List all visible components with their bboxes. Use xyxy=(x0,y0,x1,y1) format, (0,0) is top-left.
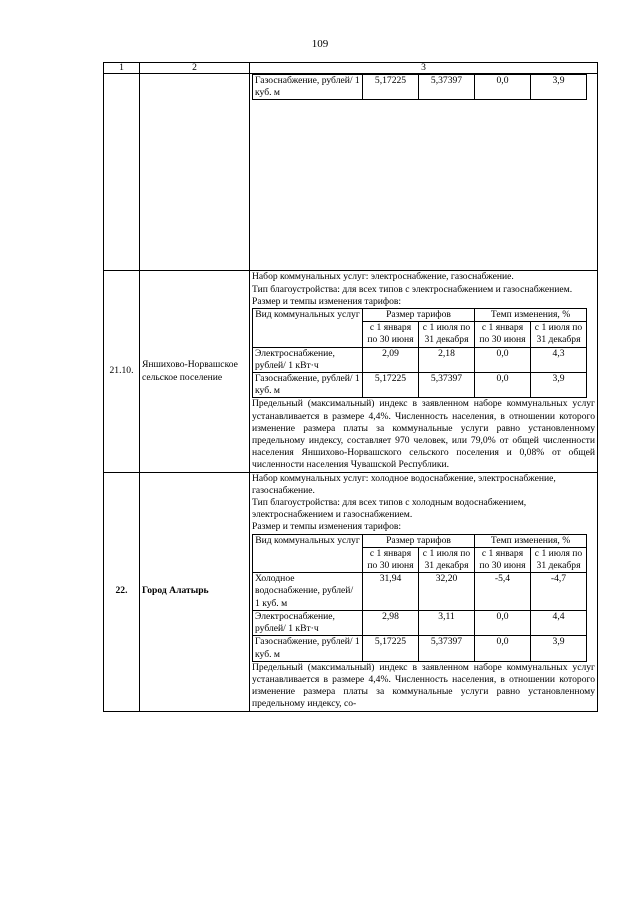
gas-value: 5,37397 xyxy=(419,75,475,100)
table-row-22 xyxy=(104,472,598,711)
electricity-value: 0,0 xyxy=(475,610,531,635)
period-header: с 1 июля по 31 декабря xyxy=(419,547,475,572)
rate-change-header: Темп изменения, % xyxy=(475,309,587,322)
cold-water-label: Холодное водоснабжение, рублей/ 1 куб. м xyxy=(253,573,363,611)
gas-value: 3,9 xyxy=(531,636,587,661)
service-kind-header: Вид коммунальных услуг xyxy=(253,309,363,348)
electricity-label: Электроснабжение, рублей/ 1 кВт·ч xyxy=(253,610,363,635)
period-header: с 1 января по 30 июня xyxy=(363,547,419,572)
services-set-line: Набор коммунальных услуг: электроснабжение, газоснабжение. xyxy=(252,271,514,283)
improvement-type-line: Тип благоустройства: для всех типов с холодным водоснабжением, электроснабжением и газоснабжением. xyxy=(252,497,527,521)
tariff-table xyxy=(103,62,598,712)
column-number-3: 3 xyxy=(250,63,598,74)
improvement-type-line: Тип благоустройства: для всех типов с электроснабжением и газоснабжением. xyxy=(252,283,573,295)
cold-water-value: 31,94 xyxy=(363,573,419,611)
period-header: с 1 июля по 31 декабря xyxy=(531,322,587,347)
electricity-value: 2,98 xyxy=(363,610,419,635)
tariff-subtable xyxy=(252,308,587,398)
electricity-value: 2,09 xyxy=(363,347,419,372)
electricity-value: 3,11 xyxy=(419,610,475,635)
tariff-size-header: Размер тарифов xyxy=(363,309,475,322)
gas-label: Газоснабжение, рублей/ 1 куб. м xyxy=(253,75,363,100)
settlement-name: Яншихово-Норвашское сельское поселение xyxy=(140,271,250,472)
period-header: с 1 января по 30 июня xyxy=(363,322,419,347)
electricity-value: 0,0 xyxy=(475,347,531,372)
gas-value: 0,0 xyxy=(475,373,531,398)
gas-value: 3,9 xyxy=(531,75,587,100)
rate-change-header: Темп изменения, % xyxy=(475,534,587,547)
gas-value: 5,17225 xyxy=(363,373,419,398)
column-number-1: 1 xyxy=(104,63,140,74)
settlement-name: Город Алатырь xyxy=(140,472,250,711)
gas-label: Газоснабжение, рублей/ 1 куб. м xyxy=(253,373,363,398)
period-header: с 1 июля по 31 декабря xyxy=(419,322,475,347)
tariff-size-heading: Размер и темпы изменения тарифов: xyxy=(252,521,402,533)
table-row-21-10 xyxy=(104,271,598,472)
electricity-value: 2,18 xyxy=(419,347,475,372)
gas-value: 5,37397 xyxy=(419,373,475,398)
row-number: 22. xyxy=(104,472,140,711)
column-number-2: 2 xyxy=(140,63,250,74)
period-header: с 1 июля по 31 декабря xyxy=(531,547,587,572)
index-paragraph: Предельный (максимальный) индекс в заявленном наборе коммунальных услуг устанавливается в размере 4,4%. Численность населения, в отношении которого изменение размера платы за коммунальные услуги равно установленному предельному индексу, со- xyxy=(252,661,595,710)
period-header: с 1 января по 30 июня xyxy=(475,322,531,347)
tariff-subtable xyxy=(252,534,587,662)
continued-tariff-subtable xyxy=(252,74,587,100)
service-kind-header: Вид коммунальных услуг xyxy=(253,534,363,573)
gas-value: 5,17225 xyxy=(363,75,419,100)
gas-value: 5,37397 xyxy=(419,636,475,661)
gas-value: 5,17225 xyxy=(363,636,419,661)
cold-water-value: -5,4 xyxy=(475,573,531,611)
tariff-size-heading: Размер и темпы изменения тарифов: xyxy=(252,295,402,307)
row-number: 21.10. xyxy=(104,271,140,472)
gas-value: 0,0 xyxy=(475,636,531,661)
period-header: с 1 января по 30 июня xyxy=(475,547,531,572)
services-set-line: Набор коммунальных услуг: холодное водоснабжение, электроснабжение, газоснабжение. xyxy=(252,472,556,496)
electricity-value: 4,3 xyxy=(531,347,587,372)
gas-value: 0,0 xyxy=(475,75,531,100)
gas-value: 3,9 xyxy=(531,373,587,398)
table-row-continued xyxy=(104,74,598,271)
electricity-value: 4,4 xyxy=(531,610,587,635)
index-paragraph: Предельный (максимальный) индекс в заявленном наборе коммунальных услуг устанавливается в размере 4,4%. Численность населения, в отношении которого изменение размера платы за коммунальные услуги равно установленному предельному индексу, составляет 970 человек, или 79,0% от общей численности населения Яншихово-Норвашского сельского поселения и 0,08% от общей численности населения Чувашской Республики. xyxy=(252,398,595,471)
gas-label: Газоснабжение, рублей/ 1 куб. м xyxy=(253,636,363,661)
cold-water-value: -4,7 xyxy=(531,573,587,611)
electricity-label: Электроснабжение, рублей/ 1 кВт·ч xyxy=(253,347,363,372)
cold-water-value: 32,20 xyxy=(419,573,475,611)
table-header-row xyxy=(104,63,598,74)
page-number: 109 xyxy=(311,38,329,50)
tariff-size-header: Размер тарифов xyxy=(363,534,475,547)
